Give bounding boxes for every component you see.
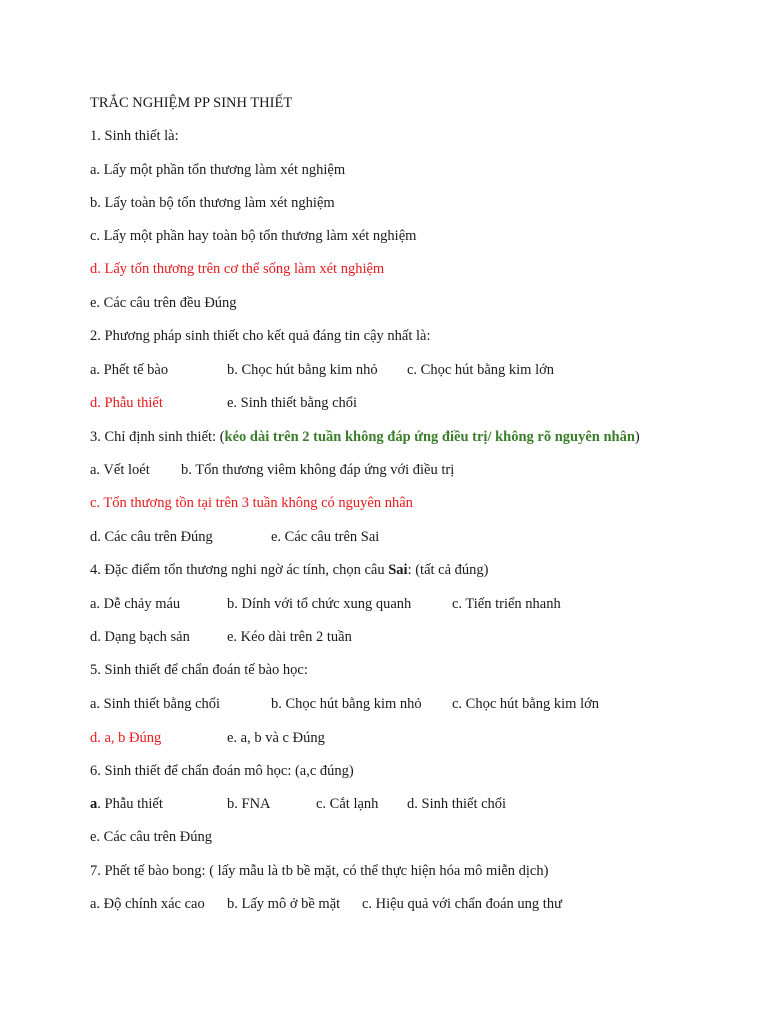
q4-question-pre: 4. Đặc điểm tổn thương nghi ngờ ác tính, chọn câu bbox=[90, 562, 389, 578]
q5-option-c: c. Chọc hút bằng kim lớn bbox=[452, 696, 600, 712]
question-5: 5. Sinh thiết để chẩn đoán tế bào học: bbox=[90, 662, 308, 678]
q2-option-c: c. Chọc hút bằng kim lớn bbox=[407, 362, 555, 378]
q3-close-paren: ) bbox=[634, 429, 640, 445]
q4-option-e: e. Kéo dài trên 2 tuần bbox=[227, 629, 352, 645]
question-1: 1. Sinh thiết là: bbox=[90, 128, 179, 144]
q6-option-a-text: . Phẫu thiết bbox=[97, 796, 163, 812]
document-title: TRẮC NGHIỆM PP SINH THIẾT bbox=[90, 95, 293, 111]
q3-option-c-answer: c. Tổn thương tồn tại trên 3 tuần không có nguyên nhân bbox=[90, 495, 413, 511]
q7-option-c: c. Hiệu quả với chẩn đoán ung thư bbox=[362, 896, 562, 912]
q7-option-a: a. Độ chính xác cao bbox=[90, 896, 205, 912]
q2-option-a: a. Phết tế bào bbox=[90, 362, 169, 378]
q5-option-a: a. Sinh thiết bằng chổi bbox=[90, 696, 221, 712]
q3-note: kéo dài trên 2 tuần không đáp ứng điều trị/ không rõ nguyên nhân bbox=[224, 429, 635, 445]
q5-option-b: b. Chọc hút bằng kim nhỏ bbox=[271, 696, 422, 712]
q4-option-b: b. Dính với tổ chức xung quanh bbox=[227, 596, 412, 612]
q3-option-e: e. Các câu trên Sai bbox=[271, 529, 380, 545]
question-7: 7. Phết tế bào bong: ( lấy mẫu là tb bề mặt, có thể thực hiện hóa mô miễn dịch) bbox=[90, 863, 549, 879]
q6-option-d: d. Sinh thiết chổi bbox=[407, 796, 507, 812]
q4-option-d: d. Dạng bạch sản bbox=[90, 629, 190, 645]
q3-option-a: a. Vết loét bbox=[90, 462, 150, 478]
question-4 bbox=[90, 561, 489, 579]
q1-option-b: b. Lấy toàn bộ tổn thương làm xét nghiệm bbox=[90, 195, 335, 211]
q2-option-b: b. Chọc hút bằng kim nhỏ bbox=[227, 362, 378, 378]
question-2: 2. Phương pháp sinh thiết cho kết quả đáng tin cậy nhất là: bbox=[90, 328, 431, 344]
q1-option-e: e. Các câu trên đều Đúng bbox=[90, 295, 237, 311]
q2-option-e: e. Sinh thiết bằng chổi bbox=[227, 395, 358, 411]
q5-option-d-answer: d. a, b Đúng bbox=[90, 730, 162, 746]
q1-option-c: c. Lấy một phần hay toàn bộ tổn thương làm xét nghiệm bbox=[90, 228, 417, 244]
q6-option-b: b. FNA bbox=[227, 796, 271, 812]
q5-option-e: e. a, b và c Đúng bbox=[227, 730, 325, 746]
q4-question-bold: Sai bbox=[388, 562, 408, 578]
q6-option-c: c. Cắt lạnh bbox=[316, 796, 379, 812]
q1-option-a: a. Lấy một phần tổn thương làm xét nghiệm bbox=[90, 162, 346, 178]
question-6: 6. Sinh thiết để chẩn đoán mô học: (a,c đúng) bbox=[90, 763, 354, 779]
q1-option-d-answer: d. Lấy tổn thương trên cơ thể sống làm xét nghiệm bbox=[90, 261, 385, 277]
q7-option-b: b. Lấy mô ở bề mặt bbox=[227, 896, 341, 912]
q4-option-c: c. Tiến triển nhanh bbox=[452, 596, 561, 612]
q3-question-text: 3. Chỉ định sinh thiết: ( bbox=[90, 429, 225, 445]
q3-option-b: b. Tổn thương viêm không đáp ứng với điều trị bbox=[181, 462, 455, 478]
question-3 bbox=[90, 428, 640, 446]
q3-option-d: d. Các câu trên Đúng bbox=[90, 529, 213, 545]
q6-option-a-letter: a bbox=[90, 796, 98, 812]
q2-option-d-answer: d. Phẫu thiết bbox=[90, 395, 163, 411]
q4-question-post: : (tất cả đúng) bbox=[407, 562, 489, 578]
q4-option-a: a. Dễ chảy máu bbox=[90, 596, 181, 612]
q6-option-a bbox=[90, 795, 163, 813]
q6-option-e: e. Các câu trên Đúng bbox=[90, 829, 212, 845]
